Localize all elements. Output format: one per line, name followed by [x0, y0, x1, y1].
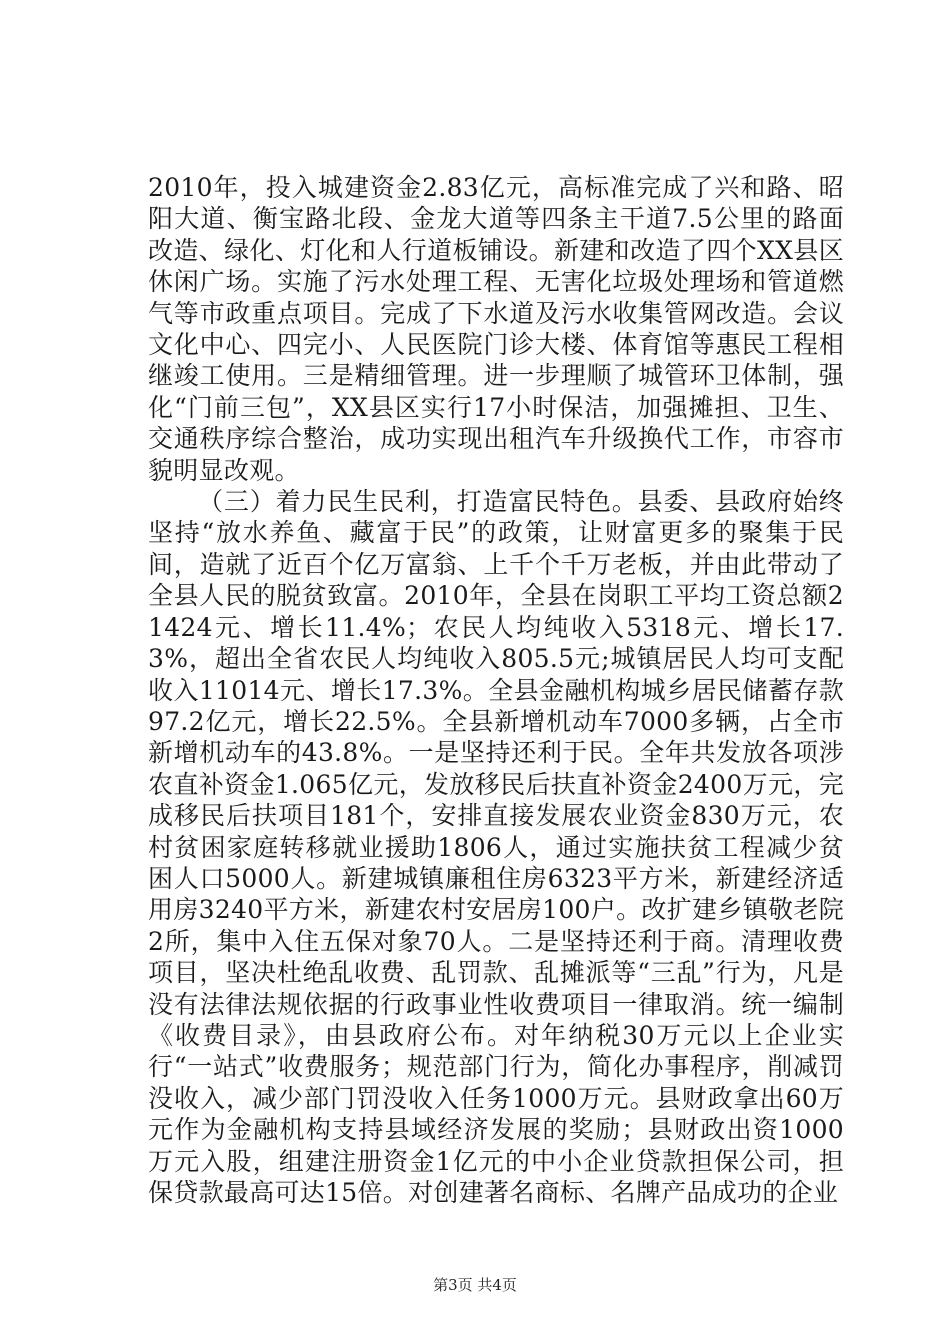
paragraph-urban-construction: 2010年，投入城建资金2.83亿元，高标准完成了兴和路、昭阳大道、衡宝路北段、金龙大道等四条主干道7.5公里的路面改造、绿化、灯化和人行道板铺设。新建和改造了四个XX县区休闲广场。实施了污水处理工程、无害化垃圾处理场和管道燃气等市政重点项目。完成了下水道及污水收集管网改造。会议文化中心、四完小、人民医院门诊大楼、体育馆等惠民工程相继竣工使用。三是精细管理。进一步理顺了城管环卫体制，强化“门前三包”，XX县区实行17小时保洁，加强摊担、卫生、交通秩序综合整治，成功实现出租汽车升级换代工作，市容市貌明显改观。: [148, 173, 844, 485]
paragraph-people-livelihood: （三）着力民生民利，打造富民特色。县委、县政府始终坚持“放水养鱼、藏富于民”的政策，让财富更多的聚集于民间，造就了近百个亿万富翁、上千个千万老板，并由此带动了全县人民的脱贫致富。2010年，全县在岗职工平均工资总额21424元、增长11.4%；农民人均纯收入5318元、增长17.3%，超出全省农民人均纯收入805.5元;城镇居民人均可支配收入11014元、增长17.3%。全县金融机构城乡居民储蓄存款97.2亿元，增长22.5%。全县新增机动车7000多辆，占全市新增机动车的43.8%。一是坚持还利于民。全年共发放各项涉农直补资金1.065亿元，发放移民后扶直补资金2400万元，完成移民后扶项目181个，安排直接发展农业资金830万元，农村贫困家庭转移就业援助1806人，通过实施扶贫工程减少贫困人口5000人。新建城镇廉租住房6323平方米，新建经济适用房3240平方米，新建农村安居房100户。改扩建乡镇敬老院2所，集中入住五保对象70人。二是坚持还利于商。清理收费项目，坚决杜绝乱收费、乱罚款、乱摊派等“三乱”行为，凡是没有法律法规依据的行政事业性收费项目一律取消。统一编制《收费目录》，由县政府公布。对年纳税30万元以上企业实行“一站式”收费服务；规范部门行为，简化办事程序，削减罚没收入，减少部门罚没收入任务1000万元。县财政拿出60万元作为金融机构支持县域经济发展的奖励；县财政出资1000万元入股，组建注册资金1亿元的中小企业贷款担保公司，担保贷款最高可达15倍。对创建著名商标、名牌产品成功的企业: [148, 487, 844, 1207]
page-number-footer: 第3页 共4页: [433, 1276, 517, 1294]
document-body: [148, 172, 844, 1208]
